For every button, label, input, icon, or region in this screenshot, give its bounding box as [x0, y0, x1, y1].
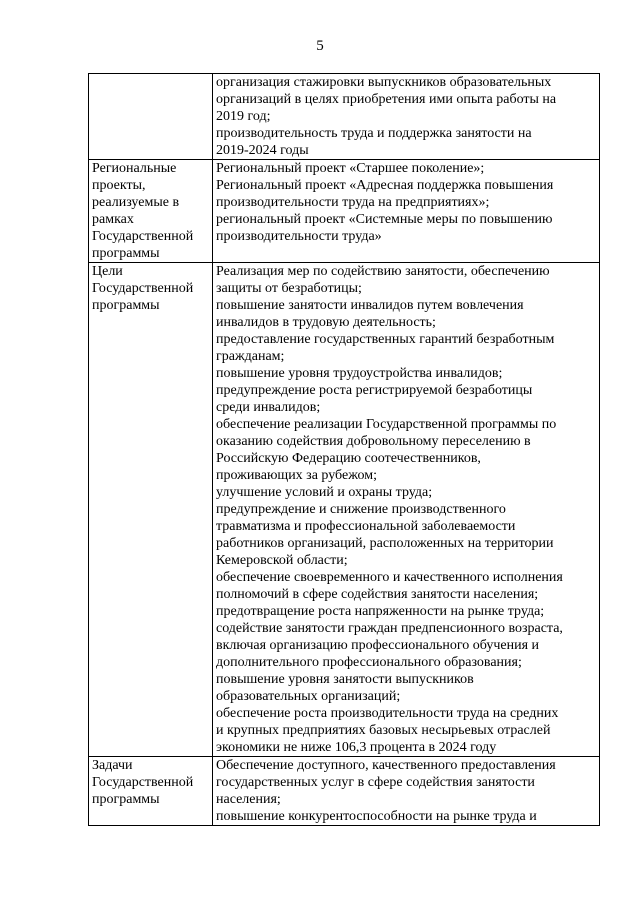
row-label-line: Цели: [92, 264, 123, 279]
row-label-cell: [89, 757, 213, 826]
row-content-line: региональный проект «Системные меры по повышению: [216, 212, 553, 227]
row-content-line: 2019-2024 годы: [216, 143, 309, 158]
row-content-line: предотвращение роста напряженности на рынке труда;: [216, 604, 545, 619]
row-content-line: травматизма и профессиональной заболеваемости: [216, 519, 516, 534]
row-label-cell: [89, 74, 213, 160]
row-label-line: рамках: [92, 212, 134, 227]
row-content-line: работников организаций, расположенных на территории: [216, 536, 554, 551]
program-passport-table: [88, 73, 600, 826]
row-content-cell: [213, 160, 600, 263]
row-content-cell: [213, 74, 600, 160]
row-label-line: проекты,: [92, 178, 146, 193]
row-content-line: населения;: [216, 792, 281, 807]
row-content-line: обеспечение роста производительности труда на средних: [216, 706, 559, 721]
row-label-line: Государственной: [92, 281, 194, 296]
row-label-line: Государственной: [92, 775, 194, 790]
row-content-line: обеспечение реализации Государственной программы по: [216, 417, 557, 432]
row-label-line: программы: [92, 792, 160, 807]
row-content-line: инвалидов в трудовую деятельность;: [216, 315, 436, 330]
page-number: 5: [316, 38, 324, 54]
row-content-line: 2019 год;: [216, 109, 271, 124]
row-content-line: повышение конкурентоспособности на рынке труда и: [216, 809, 537, 824]
row-label-cell: [89, 160, 213, 263]
row-content-line: повышение занятости инвалидов путем вовлечения: [216, 298, 524, 313]
row-label-line: программы: [92, 298, 160, 313]
row-label-line: Государственной: [92, 229, 194, 244]
row-content-line: Региональный проект «Адресная поддержка повышения: [216, 178, 554, 193]
row-content-cell: [213, 757, 600, 826]
row-content-line: Кемеровской области;: [216, 553, 348, 568]
row-content-line: Реализация мер по содействию занятости, обеспечению: [216, 264, 550, 279]
row-content-line: обеспечение своевременного и качественного исполнения: [216, 570, 563, 585]
row-content-line: повышение уровня занятости выпускников: [216, 672, 474, 687]
row-label-line: Региональные: [92, 161, 177, 176]
row-content-line: государственных услуг в сфере содействия занятости: [216, 775, 535, 790]
row-content-line: повышение уровня трудоустройства инвалидов;: [216, 366, 503, 381]
row-content-line: предупреждение и снижение производственного: [216, 502, 506, 517]
row-content-line: включая организацию профессионального обучения и: [216, 638, 540, 653]
row-content-line: улучшение условий и охраны труда;: [216, 485, 433, 500]
row-content-line: полномочий в сфере содействия занятости населения;: [216, 587, 539, 602]
row-content-line: защиты от безработицы;: [216, 281, 362, 296]
row-content-line: гражданам;: [216, 349, 285, 364]
row-content-line: производительность труда и поддержка занятости на: [216, 126, 532, 141]
row-content-line: производительности труда на предприятиях»;: [216, 195, 490, 210]
row-content-line: дополнительного профессионального образования;: [216, 655, 522, 670]
row-content-line: Региональный проект «Старшее поколение»;: [216, 161, 485, 176]
row-content-cell: [213, 263, 600, 757]
row-content-line: организация стажировки выпускников образовательных: [216, 75, 552, 90]
table-row: [89, 757, 600, 826]
table-row: [89, 263, 600, 757]
row-content-line: содействие занятости граждан предпенсионного возраста,: [216, 621, 563, 636]
row-label-line: Задачи: [92, 758, 133, 773]
table-row: [89, 160, 600, 263]
row-content-line: производительности труда»: [216, 229, 382, 244]
row-content-line: и крупных предприятиях базовых несырьевых отраслей: [216, 723, 551, 738]
row-content-line: Российскую Федерацию соотечественников,: [216, 451, 481, 466]
table-row: [89, 74, 600, 160]
row-content-line: проживающих за рубежом;: [216, 468, 378, 483]
row-label-line: программы: [92, 246, 160, 261]
row-content-line: организаций в целях приобретения ими опыта работы на: [216, 92, 557, 107]
row-content-line: предупреждение роста регистрируемой безработицы: [216, 383, 533, 398]
row-label-line: реализуемые в: [92, 195, 180, 210]
row-content-line: среди инвалидов;: [216, 400, 321, 415]
row-content-line: экономики не ниже 106,3 процента в 2024 году: [216, 740, 497, 755]
row-content-line: Обеспечение доступного, качественного предоставления: [216, 758, 556, 773]
row-label-cell: [89, 263, 213, 757]
row-content-line: образовательных организаций;: [216, 689, 401, 704]
row-content-line: оказанию содействия добровольному переселению в: [216, 434, 531, 449]
row-content-line: предоставление государственных гарантий безработным: [216, 332, 555, 347]
